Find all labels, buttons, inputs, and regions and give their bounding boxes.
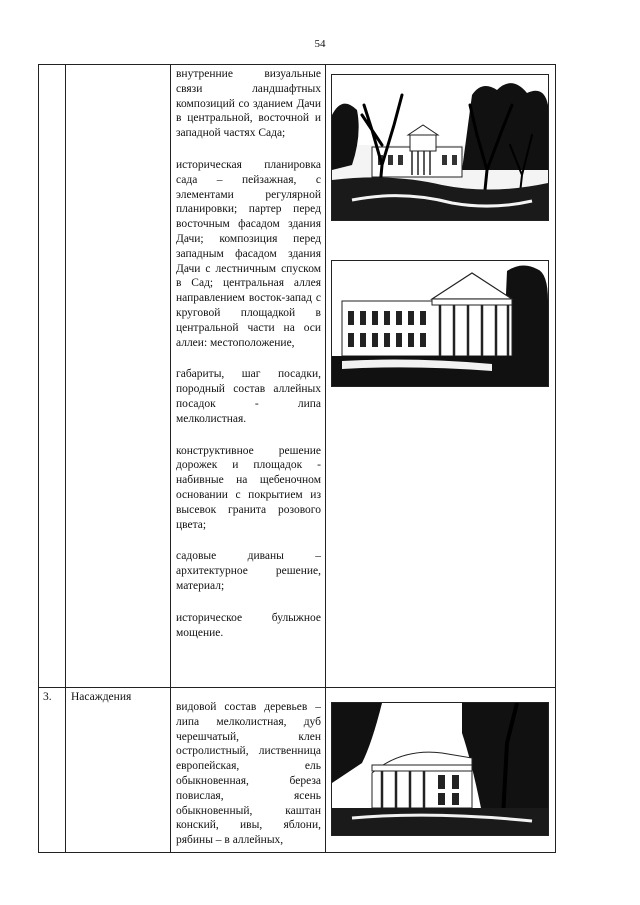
west-facade-image [332, 261, 548, 386]
row1-para-4: конструктивное решение дорожек и площадок - набивные на щебеночном основании с покрытием из высевок гранита розового цвета; [176, 444, 321, 531]
rotunda-image [332, 703, 548, 835]
garden-trees-image [332, 75, 548, 220]
row2-number: 3. [43, 691, 52, 703]
row1-para-3: габариты, шаг посадки, породный состав аллейных посадок - липа мелколистная. [176, 368, 321, 425]
row1-para-5: садовые диваны – архитектурное решение, материал; [176, 550, 321, 592]
photo-dacha-west-facade [331, 260, 549, 387]
row2-description [176, 700, 321, 848]
page-number: 54 [314, 38, 326, 50]
row2-name: Насаждения [71, 691, 132, 703]
row2-para-1: видовой состав деревьев – липа мелколистная, дуб черешчатый, клен остролистный, лиственница европейская, ель обыкновенная, береза повислая, ясень обыкновенный, каштан конский, ивы, яблони, рябины – в аллейных, [176, 701, 321, 847]
heritage-table [38, 64, 556, 853]
row1-description [176, 67, 321, 640]
row1-para-2: историческая планировка сада – пейзажная, с элементами регулярной планировки; партер перед восточным фасадом здания Дачи; композиция перед западным фасадом здания Дачи с лестничным спуском в Сад; центральная аллея направлением восток-запад с круговой площадкой в центральной части на оси аллеи: местоположение, [176, 158, 321, 349]
photo-dacha-rotunda [331, 702, 549, 836]
photo-dacha-garden-trees [331, 74, 549, 221]
row1-para-6: историческое булыжное мощение. [176, 611, 321, 639]
row1-para-1: внутренние визуальные связи ландшафтных композиций со зданием Дачи в центральной, восточной и западной частях Сада; [176, 68, 321, 140]
